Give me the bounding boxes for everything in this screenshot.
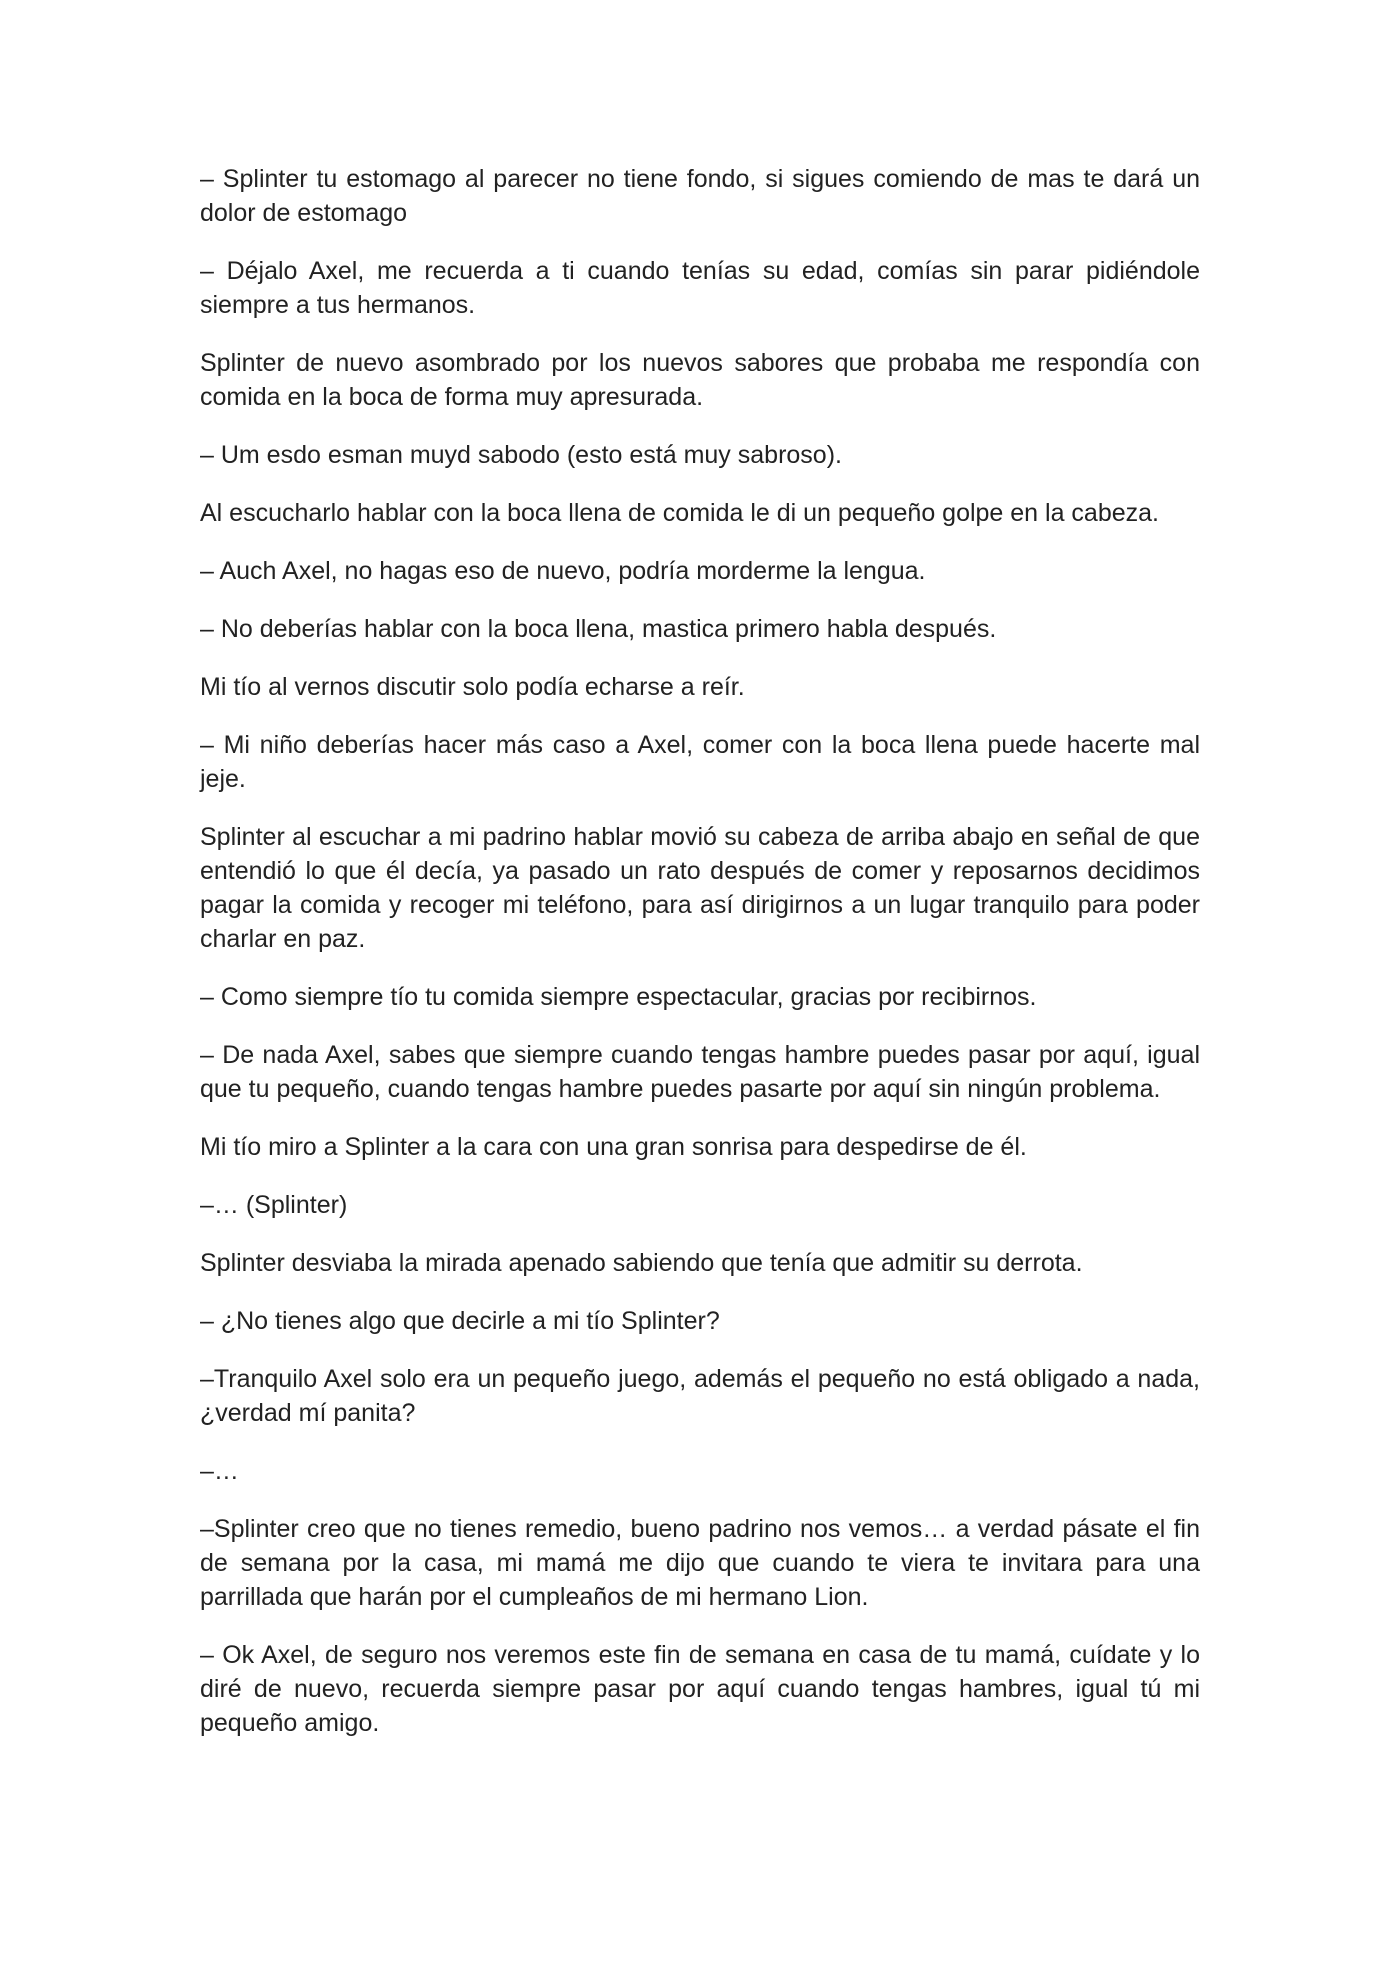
paragraph: –… xyxy=(200,1457,239,1485)
paragraph: – Splinter tu estomago al parecer no tiene fondo, si sigues comiendo de mas te dará un dolor de estomago xyxy=(200,165,1200,227)
paragraph: Splinter al escuchar a mi padrino hablar movió su cabeza de arriba abajo en señal de que entendió lo que él decía, ya pasado un rato después de comer y reposarnos decidimos pagar la comida y recoger mi teléfono, para así dirigirnos a un lugar tranquilo para poder charlar en paz. xyxy=(200,823,1200,953)
paragraph: – No deberías hablar con la boca llena, mastica primero habla después. xyxy=(200,615,997,643)
paragraph: – Como siempre tío tu comida siempre espectacular, gracias por recibirnos. xyxy=(200,983,1037,1011)
paragraph: Mi tío al vernos discutir solo podía echarse a reír. xyxy=(200,673,745,701)
paragraph: – ¿No tienes algo que decirle a mi tío Splinter? xyxy=(200,1307,720,1335)
paragraph: – De nada Axel, sabes que siempre cuando tengas hambre puedes pasar por aquí, igual que tu pequeño, cuando tengas hambre puedes pasarte por aquí sin ningún problema. xyxy=(200,1041,1200,1103)
paragraph: Al escucharlo hablar con la boca llena de comida le di un pequeño golpe en la cabeza. xyxy=(200,499,1159,527)
paragraph: – Ok Axel, de seguro nos veremos este fin de semana en casa de tu mamá, cuídate y lo diré de nuevo, recuerda siempre pasar por aquí cuando tengas hambres, igual tú mi pequeño amigo. xyxy=(200,1641,1200,1737)
paragraph: Splinter de nuevo asombrado por los nuevos sabores que probaba me respondía con comida en la boca de forma muy apresurada. xyxy=(200,349,1200,411)
paragraph: – Um esdo esman muyd sabodo (esto está muy sabroso). xyxy=(200,441,842,469)
paragraph: –Tranquilo Axel solo era un pequeño juego, además el pequeño no está obligado a nada, ¿verdad mí panita? xyxy=(200,1365,1200,1427)
paragraph: – Mi niño deberías hacer más caso a Axel, comer con la boca llena puede hacerte mal jeje. xyxy=(200,731,1200,793)
paragraph: – Auch Axel, no hagas eso de nuevo, podría morderme la lengua. xyxy=(200,557,926,585)
paragraph: – Déjalo Axel, me recuerda a ti cuando tenías su edad, comías sin parar pidiéndole siempre a tus hermanos. xyxy=(200,257,1200,319)
paragraph: –Splinter creo que no tienes remedio, bueno padrino nos vemos… a verdad pásate el fin de semana por la casa, mi mamá me dijo que cuando te viera te invitara para una parrillada que harán por el cumpleaños de mi hermano Lion. xyxy=(200,1515,1200,1611)
paragraph: –… (Splinter) xyxy=(200,1191,348,1219)
paragraph: Splinter desviaba la mirada apenado sabiendo que tenía que admitir su derrota. xyxy=(200,1249,1083,1277)
document-page xyxy=(200,162,1200,1740)
paragraph: Mi tío miro a Splinter a la cara con una gran sonrisa para despedirse de él. xyxy=(200,1133,1027,1161)
